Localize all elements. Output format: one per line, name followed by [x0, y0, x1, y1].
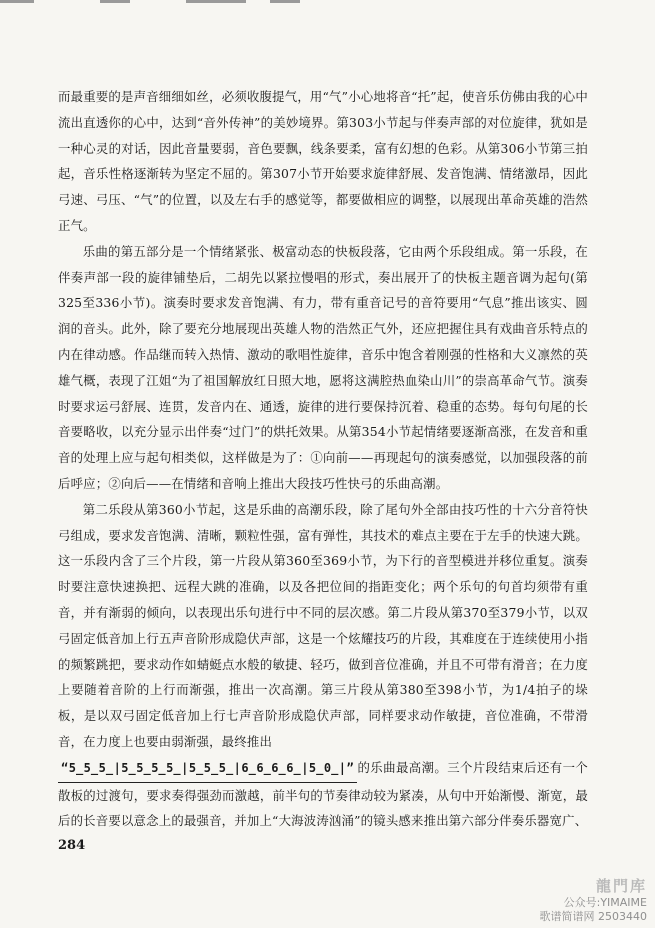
scan-edge-marks — [0, 0, 655, 6]
paragraph-1: 而最重要的是声音细细如丝，必须收腹提气，用“气”小心地将音“托”起，使音乐仿佛由我的心中流出直透你的心中，达到“音外传神”的美妙境界。第303小节起与伴奏声部的对位旋律，犹如是一种心灵的对话，因此音量要弱，音色要飘，线条要柔，富有幻想的色彩。从第306小节第三拍起，音乐性格逐渐转为坚定不屈的。第307小节开始要求旋律舒展、发音饱满、情绪激昂，因此弓速、弓压、“气”的位置，以及左右手的感觉等，都要做相应的调整，以展现出革命英雄的浩然正气。 — [58, 89, 588, 233]
document-body — [58, 84, 588, 834]
paragraph-2: 乐曲的第五部分是一个情绪紧张、极富动态的快板段落，它由两个乐段组成。第一乐段，在伴奏声部一段的旋律铺垫后，二胡先以紧拉慢唱的形式，奏出展开了的快板主题音调为起句(第325至336小节)。演奏时要求发音饱满、有力，带有重音记号的音符要用“气息”推出该实、圆润的音头。此外，除了要充分地展现出英雄人物的浩然正气外，还应把握住具有戏曲音乐特点的内在律动感。作品继而转入热情、激动的歌唱性旋律，音乐中饱含着刚强的性格和大义凛然的英雄气概，表现了江姐“为了祖国解放红日照大地，愿将这满腔热血染山川”的崇高革命气节。演奏时要求运弓舒展、连贯，发音内在、通透，旋律的进行要保持沉着、稳重的态势。每句句尾的长音要略收，以充分显示出伴奏“过门”的烘托效果。从第354小节起情绪要逐渐高涨，在发音和重音的处理上应与起句相类似，这样做是为了：①向前——再现起句的演奏感觉，以加强段落的前后呼应；②向后——在情绪和音响上推出大段技巧性快弓的乐曲高潮。 — [58, 243, 588, 491]
music-notation: “5̲5̲5̲|5̲5̲5̲5̲|5̲5̲5̲|6̲6̲6̲6̲|5̲0̲|” — [58, 756, 357, 783]
watermark-line-2: 歌谱简谱网 2503440 — [539, 910, 647, 923]
watermark — [540, 875, 648, 924]
paragraph-4-text: 的乐曲最高潮。三个片段结束后还有一个散板的过渡句，要求奏得强劲而激越，前半句的节奏律动较为紧凑，从句中开始渐慢、渐宽，最后的长音要以意念上的最强音，并加上“大海波涛汹涌”的镜头感来推出第六部分伴奏乐器宽广、 — [58, 759, 588, 829]
paragraph-4 — [58, 755, 588, 834]
page-number: 284 — [58, 838, 86, 853]
watermark-line-1: 公众号:YIMAIME — [563, 896, 647, 909]
watermark-logo: 龍門库 — [595, 877, 647, 895]
paragraph-3: 第二乐段从第360小节起，这是乐曲的高潮乐段，除了尾句外全部由技巧性的十六分音符快弓组成，要求发音饱满、清晰，颗粒性强，富有弹性，其技术的难点主要在于左手的快速大跳。这一乐段内含了三个片段，第一片段从第360至369小节，为下行的音型模进并移位重复。演奏时要注意快速换把、远程大跳的准确，以及各把位间的指距变化；两个乐句的句首均须带有重音，并有渐弱的倾向，以表现出乐句进行中不同的层次感。第二片段从第370至379小节，以双弓固定低音加上行五声音阶形成隐伏声部，这是一个炫耀技巧的片段，其难度在于连续使用小指的频繁跳把，要求动作如蜻蜓点水般的敏捷、轻巧，做到音位准确，并且不可带有滑音；在力度上要随着音阶的上行而渐强，推出一次高潮。第三片段从第380至398小节，为1/4拍子的垛板，是以双弓固定低音加上行七声音阶形成隐伏声部，同样要求动作敏捷，音位准确，不带滑音，在力度上也要由弱渐强，最终推出 — [58, 501, 588, 749]
